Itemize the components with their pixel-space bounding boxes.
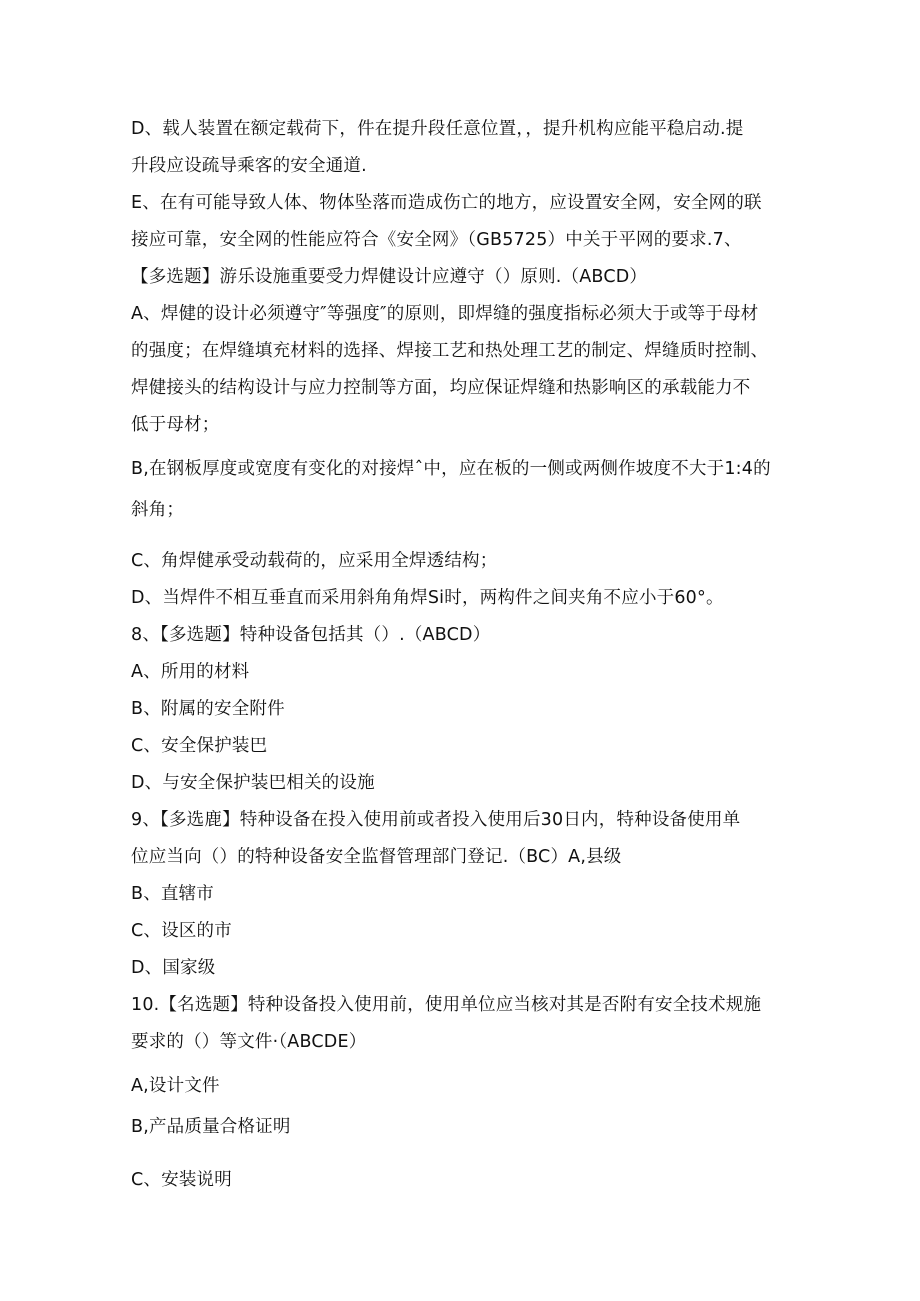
text-line: A、焊健的设计必须遵守″等强度″的原则，即焊缝的强度指标必须大于或等于母材 bbox=[131, 304, 759, 324]
text-line: 的强度；在焊缝填充材料的选择、焊接工艺和热处理工艺的制定、焊缝质时控制、 bbox=[131, 341, 769, 361]
text-line: 斜角； bbox=[131, 500, 185, 520]
text-line: 接应可靠，安全网的性能应符合《安全网》（GB5725）中关于平网的要求.7、 bbox=[131, 230, 742, 250]
text-line: C、安全保护装巴 bbox=[131, 736, 268, 756]
text-line: C、设区的市 bbox=[131, 921, 232, 941]
text-line: B、附属的安全附件 bbox=[131, 699, 285, 719]
text-line: C、角焊健承受动载荷的，应采用全焊透结构； bbox=[131, 551, 498, 571]
text-line: B,在钢板厚度或宽度有变化的对接焊ˆ中，应在板的一侧或两侧作坡度不大于1:4的 bbox=[131, 459, 771, 479]
text-line: B,产品质量合格证明 bbox=[131, 1117, 291, 1137]
text-line: 9、【多选鹿】特种设备在投入使用前或者投入使用后30日内，特种设备使用单 bbox=[131, 810, 741, 830]
text-line: D、当焊件不相互垂直而采用斜角角焊Si时，两构件之间夹角不应小于60°。 bbox=[131, 588, 724, 608]
text-line: 焊健接头的结构设计与应力控制等方面，均应保证焊缝和热影响区的承载能力不 bbox=[131, 378, 751, 398]
text-line: D、载人装置在额定载荷下，件在提升段任意位置，，提升机构应能平稳启动.提 bbox=[131, 119, 744, 139]
text-line: 升段应设疏导乘客的安全通道. bbox=[131, 156, 367, 176]
text-line: A、所用的材料 bbox=[131, 662, 250, 682]
text-line: 10.【名选题】特种设备投入使用前，使用单位应当核对其是否附有安全技术规施 bbox=[131, 995, 762, 1015]
text-line: 【多选题】游乐设施重要受力焊健设计应遵守（）原则.（ABCD） bbox=[131, 267, 648, 287]
text-line: 要求的（）等文件·（ABCDE） bbox=[131, 1032, 367, 1052]
text-line: E、在有可能导致人体、物体坠落而造成伤亡的地方，应设置安全网，安全网的联 bbox=[131, 193, 762, 213]
text-line: D、与安全保护装巴相关的设施 bbox=[131, 773, 375, 793]
text-line: B、直辖市 bbox=[131, 884, 215, 904]
text-line: D、国家级 bbox=[131, 958, 216, 978]
text-line: A,设计文件 bbox=[131, 1076, 220, 1096]
text-line: 位应当向（）的特种设备安全监督管理部门登记.（BC）A,县级 bbox=[131, 847, 622, 867]
text-line: C、安装说明 bbox=[131, 1170, 232, 1190]
text-line: 8、【多选题】特种设备包括其（）.（ABCD） bbox=[131, 625, 491, 645]
text-line: 低于母材； bbox=[131, 415, 220, 435]
